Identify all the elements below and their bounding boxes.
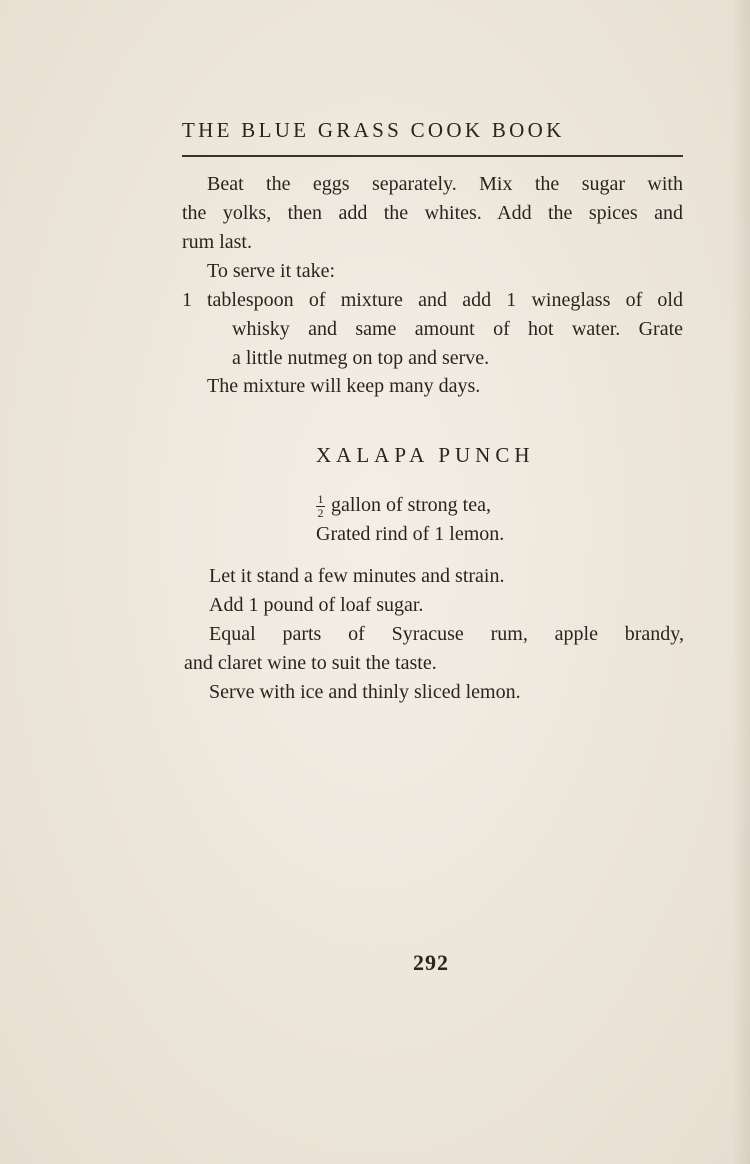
paragraph-line: rum last. [182,231,252,253]
recipe-step: Equal parts of Syracuse rum, apple brandy, [209,623,684,645]
ingredient-line: a little nutmeg on top and serve. [232,347,490,369]
page-edge-shadow [732,0,750,1164]
paragraph-line: Beat the eggs separately. Mix the sugar with [207,173,683,195]
recipe-step: Add 1 pound of loaf sugar. [209,594,424,616]
keep-note: The mixture will keep many days. [207,375,481,397]
serve-intro: To serve it take: [207,260,335,282]
ingredient-quantity: 1 [182,289,192,311]
recipe-ingredient [316,491,491,520]
recipe-title: XALAPA PUNCH [316,443,535,467]
fraction-half [316,491,325,520]
recipe-ingredient: Grated rind of 1 lemon. [316,523,505,545]
recipe-step: Serve with ice and thinly sliced lemon. [209,681,521,703]
recipe-ingredient-text: gallon of strong tea, [331,494,491,516]
recipe-step: Let it stand a few minutes and strain. [209,565,505,587]
ingredient-line: whisky and same amount of hot water. Grate [232,318,683,340]
paragraph-line: the yolks, then add the whites. Add the spices and [182,202,683,224]
fraction-denominator: 2 [317,505,324,520]
header-rule [182,155,683,157]
page-number: 292 [413,950,449,975]
recipe-step: and claret wine to suit the taste. [184,652,437,674]
fraction-numerator: 1 [317,491,324,506]
ingredient-line: tablespoon of mixture and add 1 wineglass of old [207,289,683,311]
running-head: THE BLUE GRASS COOK BOOK [182,118,565,142]
